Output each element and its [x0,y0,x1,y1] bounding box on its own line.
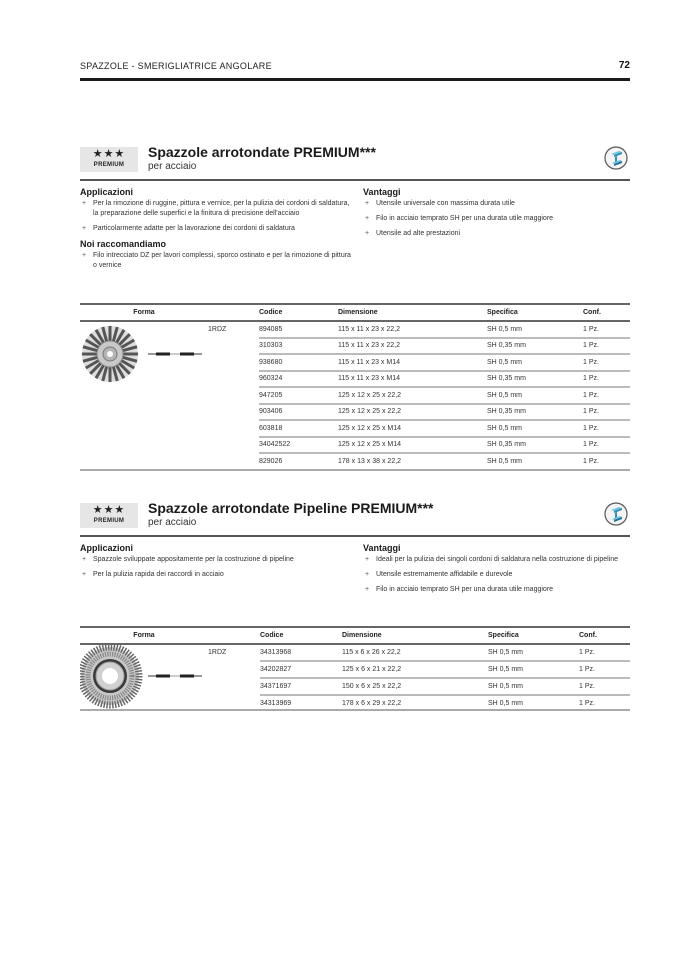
list-item: + Per la rimozione di ruggine, pittura e vernice, per la pulizia dei cordoni di saldatura, la preparazione delle superfici e la finitura di precisione dell'acciaio [82,200,350,217]
product-section-pipeline-premium [80,496,630,707]
cell-dimensione: 115 x 6 x 26 x 22,2 [342,644,488,661]
header-specifica: Specifica [488,627,579,644]
forma-code: 1RDZ [208,649,227,656]
table-row: 603818 125 x 12 x 25 x M14 SH 0,5 mm 1 Pz. [80,420,630,437]
table-row: 34313969 178 x 6 x 29 x 22,2 SH 0,5 mm 1 Pz. [260,700,595,707]
table-row: 903406 125 x 12 x 25 x 22,2 SH 0,35 mm 1 Pz. [80,404,630,421]
applicazioni-block [80,187,355,276]
table-bottom-rule [80,709,630,711]
vantaggi-block [363,187,628,244]
applicazioni-heading: Applicazioni [80,543,134,553]
header-forma: Forma [80,627,208,644]
list-item: + Spazzole sviluppate appositamente per la costruzione di pipeline [82,556,294,563]
section-title: Spazzole arrotondate PREMIUM*** [148,144,376,160]
header-forma: Forma [80,304,208,321]
plus-icon: + [365,586,370,593]
plus-icon: + [82,556,87,563]
plus-icon: + [82,571,87,578]
badge-label: PREMIUM [93,162,125,168]
list-item: + Filo in acciaio temprato SH per una durata utile maggiore [365,215,554,222]
header-conf: Conf. [583,304,630,321]
header-codice: Codice [259,304,338,321]
product-table [80,303,630,469]
table-row: 947205 125 x 12 x 25 x 22,2 SH 0,5 mm 1 Pz. [80,387,630,404]
applicazioni-block [80,543,355,585]
plus-icon: + [82,200,87,207]
cell-specifica: SH 0,5 mm [488,644,579,661]
plus-icon: + [365,571,370,578]
section-header [80,140,630,180]
list-item: + Filo intrecciato DZ per lavori complessi, sporco ostinato e per la rimozione di pittura o vernice [82,252,351,269]
pipeline-wire-wheel-image [80,645,208,709]
forma-image-cell [80,321,208,469]
section-subtitle: per acciaio [148,161,197,172]
plus-icon: + [365,215,370,222]
table-row: 960324 115 x 11 x 23 x M14 SH 0,35 mm 1 Pz. [80,371,630,388]
plus-icon: + [365,556,370,563]
plus-icon: + [365,200,370,207]
applicazioni-heading: Applicazioni [80,187,134,197]
raccomandiamo-heading: Noi raccomandiamo [80,239,167,249]
page-number: 72 [618,60,630,71]
header-dimensione: Dimensione [338,304,487,321]
table-row: 310303 115 x 11 x 23 x 22,2 SH 0,35 mm 1 Pz. [80,338,630,355]
section-title: Spazzole arrotondate Pipeline PREMIUM*** [148,500,434,516]
forma-image-cell [80,644,208,711]
table-row: 829026 178 x 13 x 38 x 22,2 SH 0,5 mm 1 Pz. [259,457,599,465]
list-item: + Utensile estremamente affidabile e durevole [365,571,513,578]
cell-dimensione: 115 x 11 x 23 x 22,2 [338,321,487,338]
list-item: + Utensile ad alte prestazioni [365,230,461,237]
cell-codice: 894085 [259,321,338,338]
plus-icon: + [365,230,370,237]
table-row: 34202827 125 x 6 x 21 x 22,2 SH 0,5 mm 1 Pz. [80,661,630,678]
header-spacer [208,627,260,644]
list-item: + Ideali per la pulizia dei singoli cordoni di saldatura nella costruzione di pipeline [365,556,619,563]
table-row: 938680 115 x 11 x 23 x M14 SH 0,5 mm 1 Pz. [80,354,630,371]
header-dimensione: Dimensione [342,627,488,644]
cell-conf: 1 Pz. [583,321,630,338]
plus-icon: + [82,252,87,259]
forma-code: 1RDZ [208,326,227,333]
page-header [80,60,630,82]
table-row: 34042522 125 x 12 x 25 x M14 SH 0,35 mm 1 Pz. [80,437,630,454]
page-header-title: SPAZZOLE - SMERIGLIATRICE ANGOLARE [80,61,272,71]
steel-beam-icon [604,502,628,526]
cell-specifica: SH 0,5 mm [487,321,583,338]
cell-conf: 1 Pz. [579,644,630,661]
product-section-premium [80,140,630,465]
header-conf: Conf. [579,627,630,644]
plus-icon: + [82,225,87,232]
product-table [80,626,630,711]
stars-icon: ★★★ [92,504,126,516]
table-row: 34371697 150 x 6 x 25 x 22,2 SH 0,5 mm 1 Pz. [80,678,630,695]
section-header [80,496,630,536]
knotted-wire-wheel-image [80,322,208,392]
list-item: + Particolarmente adatte per la lavorazione dei cordoni di saldatura [82,225,295,232]
header-specifica: Specifica [487,304,583,321]
vantaggi-block [363,543,628,600]
header-codice: Codice [260,627,342,644]
table-bottom-rule [80,469,630,471]
cell-codice: 34313968 [260,644,342,661]
header-rule [80,78,630,81]
vantaggi-heading: Vantaggi [363,187,401,197]
stars-icon: ★★★ [92,148,126,160]
header-spacer [208,304,259,321]
vantaggi-heading: Vantaggi [363,543,401,553]
section-subtitle: per acciaio [148,517,197,528]
premium-badge [80,503,138,528]
list-item: + Utensile universale con massima durata utile [365,200,515,207]
premium-badge [80,147,138,172]
badge-label: PREMIUM [93,518,125,524]
steel-beam-icon [604,146,628,170]
list-item: + Filo in acciaio temprato SH per una durata utile maggiore [365,586,554,593]
list-item: + Per la pulizia rapida dei raccordi in acciaio [82,571,224,578]
